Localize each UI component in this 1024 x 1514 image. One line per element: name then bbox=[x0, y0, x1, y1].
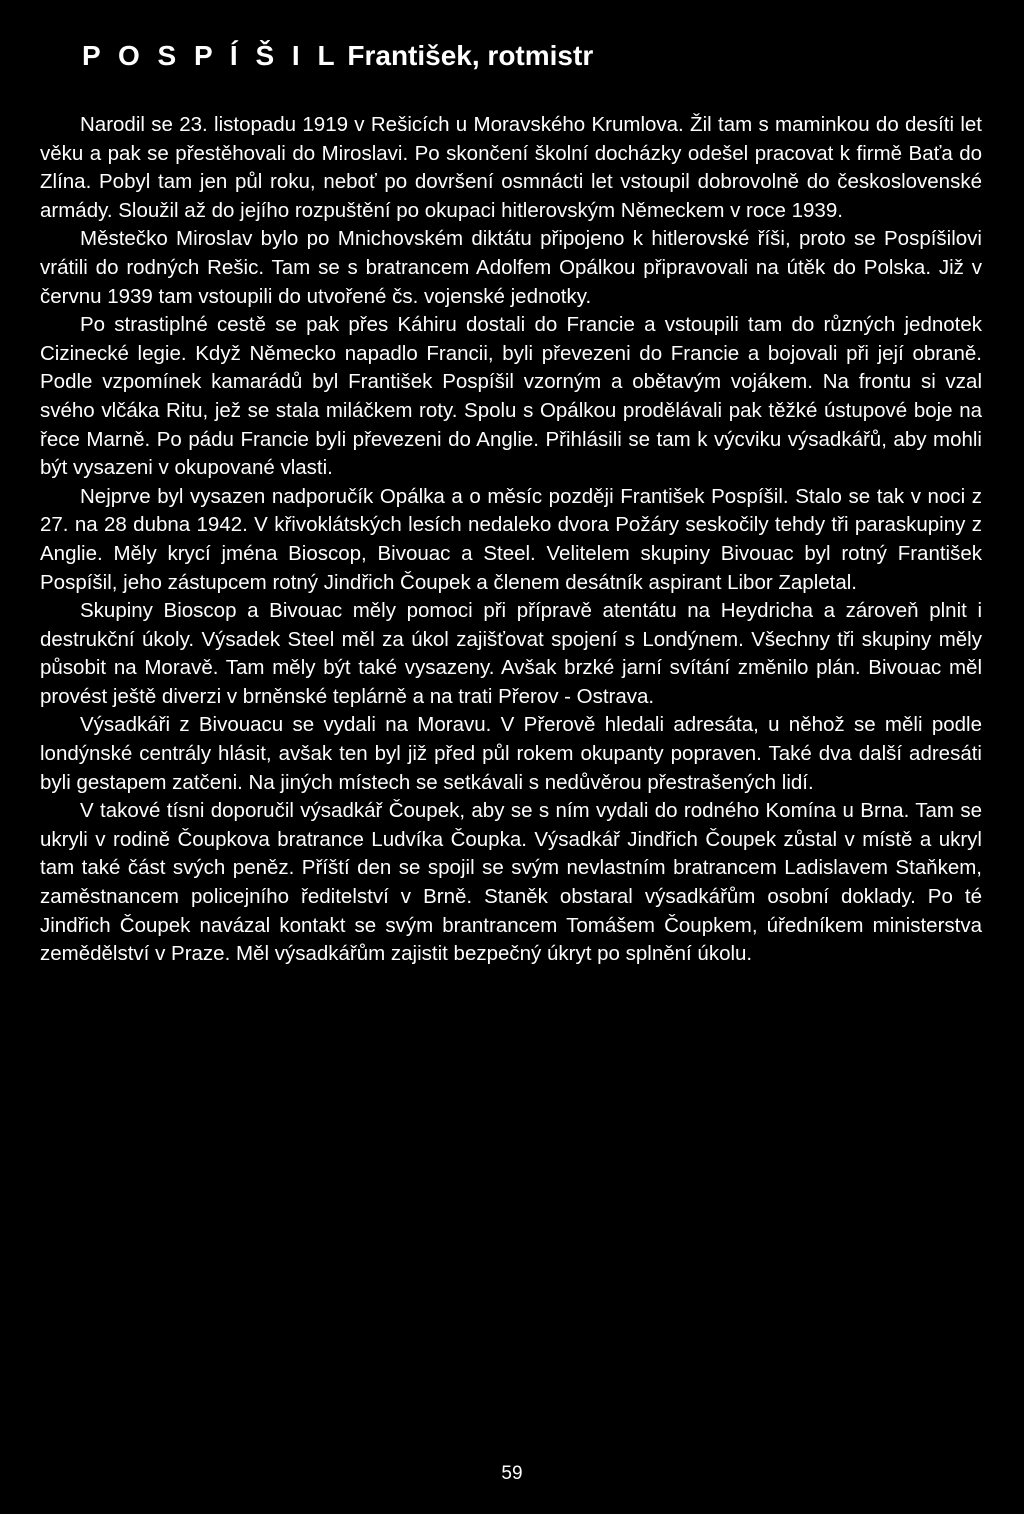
page-title bbox=[82, 34, 982, 78]
article-body bbox=[40, 111, 982, 969]
paragraph-moravia: Výsadkáři z Bivouacu se vydali na Moravu. V Přerově hledali adresáta, u něhož se měli podle londýnské centrály hlásit, avšak ten byl již před půl rokem okupanty popraven. Také dva další adresáti byli gestapem zatčeni. Na jiných místech se setkávali s nedůvěrou přestrašených lidí. bbox=[40, 713, 982, 794]
page-number: 59 bbox=[501, 1463, 523, 1484]
paragraph-parachute-drop: Nejprve byl vysazen nadporučík Opálka a o měsíc později František Pospíšil. Stalo se tak v noci z 27. na 28 dubna 1942. V křivoklátských lesích nedaleko dvora Požáry seskočily tehdy tři paraskupiny z Anglie. Měly krycí jména Bioscop, Bivouac a Steel. Velitelem skupiny Bivouac byl rotný František Pospíšil, jeho zástupcem rotný Jindřich Čoupek a členem desátník aspirant Libor Zapletal. bbox=[40, 484, 982, 594]
title-name-rank: František, rotmistr bbox=[339, 40, 594, 71]
paragraph-birth: Narodil se 23. listopadu 1919 v Rešicích u Moravského Krumlova. Žil tam s maminkou do desíti let věku a pak se přestěhovali do Miroslavi. Po skončení školní docházky odešel pracovat k firmě Baťa do Zlína. Pobyl tam jen půl roku, neboť po dovršení osmnácti let vstoupil dobrovolně do československé armády. Sloužil až do jejího rozpuštění po okupaci hitlerovským Německem v roce 1939. bbox=[40, 113, 982, 222]
title-surname: P O S P Í Š I L bbox=[82, 40, 340, 71]
paragraph-komin: V takové tísni doporučil výsadkář Čoupek, aby se s ním vydali do rodného Komína u Brna. Tam se ukryli v rodině Čoupkova bratrance Ludvíka Čoupka. Výsadkář Jindřich Čoupek zůstal v místě a ukryl tam také část svých peněz. Příští den se spojil se svým nevlastním bratrancem Ladislavem Staňkem, zaměstnancem policejního ředitelství v Brně. Staněk obstaral výsadkářům osobní doklady. Po té Jindřich Čoupek navázal kontakt se svým brantrancem Tomášem Čoupkem, úředníkem ministerstva zemědělství v Praze. Měl výsadkářům zajistit bezpečný úkryt po splnění úkolu. bbox=[40, 799, 982, 966]
paragraph-france: Po strastiplné cestě se pak přes Káhiru dostali do Francie a vstoupili tam do různých jednotek Cizinecké legie. Když Německo napadlo Francii, byli převezeni do Francie a bojovali při její obraně. Podle vzpomínek kamarádů byl František Pospíšil vzorným a obětavým vojákem. Na frontu si vzal svého vlčáka Ritu, jež se stala miláčkem roty. Spolu s Opálkou prodělávali pak těžké ústupové boje na řece Marně. Po pádu Francie byli převezeni do Anglie. Přihlásili se tam k výcviku výsadkářů, aby mohli být vysazeni v okupované vlasti. bbox=[40, 313, 982, 480]
paragraph-escape: Městečko Miroslav bylo po Mnichovském diktátu připojeno k hitlerovské říši, proto se Pospíšilovi vrátili do rodných Rešic. Tam se s bratrancem Adolfem Opálkou připravovali na útěk do Polska. Již v červnu 1939 tam vstoupili do utvořené čs. vojenské jednotky. bbox=[40, 227, 982, 308]
paragraph-mission: Skupiny Bioscop a Bivouac měly pomoci při přípravě atentátu na Heydricha a zároveň plnit i destrukční úkoly. Výsadek Steel měl za úkol zajišťovat spojení s Londýnem. Všechny tři skupiny měly působit na Moravě. Tam měly být také vysazeny. Avšak brzké jarní svítání změnilo plán. Bivouac měl provést ještě diverzi v brněnské teplárně a na trati Přerov - Ostrava. bbox=[40, 599, 982, 708]
